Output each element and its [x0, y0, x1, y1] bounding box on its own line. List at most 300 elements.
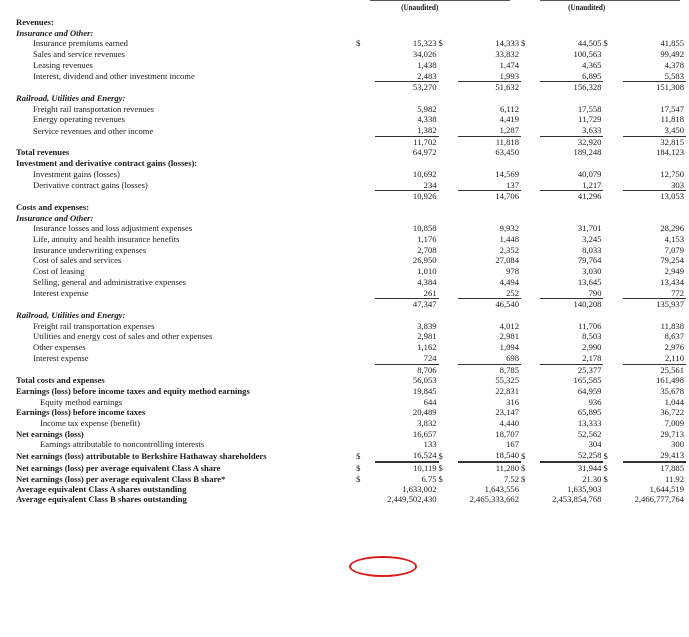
value-cell: 4,419: [499, 114, 520, 125]
currency-cell: [356, 364, 375, 375]
currency-cell: [356, 93, 375, 104]
value-cell: 31,701: [577, 223, 602, 234]
value-cell: 27,084: [495, 255, 520, 266]
currency-cell: [356, 321, 375, 332]
table-row: [16, 245, 686, 256]
currency-cell: [521, 17, 540, 28]
value-cell: 28,296: [660, 223, 684, 234]
table-row: [16, 288, 686, 299]
value-cell: 10,858: [412, 223, 437, 234]
value-cell: [375, 28, 438, 39]
value-cell: 99,492: [660, 49, 684, 60]
currency-cell: [356, 169, 375, 180]
row-label: Interest expense: [33, 353, 89, 364]
row-label: Insurance and Other:: [16, 212, 94, 223]
value-cell: 156,328: [540, 82, 603, 93]
value-cell: [623, 158, 686, 169]
value-cell: 16,657: [412, 428, 437, 439]
row-label: Leasing revenues: [33, 59, 93, 70]
value-cell: 79,254: [660, 255, 684, 266]
currency-cell: [439, 136, 458, 147]
value-cell: 26,950: [412, 255, 437, 266]
currency-cell: [439, 375, 458, 386]
value-cell: 3,839: [417, 320, 437, 331]
row-label: Railroad, Utilities and Energy:: [16, 309, 126, 320]
table-row: [16, 71, 686, 82]
value-cell: 20,489: [412, 407, 437, 418]
income-statement-table: [16, 17, 686, 504]
value-cell: 25,377: [540, 364, 603, 375]
value-cell: 22,831: [495, 385, 520, 396]
currency-cell: [521, 364, 540, 375]
value-cell: [623, 310, 686, 321]
currency-cell: $: [603, 473, 608, 484]
table-row: [16, 136, 686, 147]
currency-cell: [356, 28, 375, 39]
currency-cell: $: [438, 38, 443, 49]
currency-cell: [603, 17, 622, 28]
value-cell: 55,325: [495, 375, 520, 386]
currency-cell: [439, 407, 458, 418]
value-cell: 35,678: [660, 385, 684, 396]
value-cell: 161,498: [656, 375, 684, 386]
currency-cell: [356, 104, 375, 115]
table-row: [16, 202, 686, 213]
value-cell: 978: [506, 266, 520, 277]
value-cell: [458, 310, 521, 321]
value-cell: 25,561: [623, 364, 686, 375]
currency-cell: [603, 82, 622, 93]
table-row: [16, 28, 686, 39]
value-cell: 79,764: [577, 255, 602, 266]
currency-cell: [521, 386, 540, 397]
value-cell: 10,926: [375, 191, 438, 202]
table-row: [16, 125, 686, 136]
row-label: Investment gains (losses): [33, 168, 120, 179]
value-cell: 23,147: [495, 407, 520, 418]
value-cell: 29,713: [660, 428, 684, 439]
table-row: [16, 234, 686, 245]
value-cell: 13,434: [660, 276, 684, 287]
value-cell: 53,270: [375, 82, 438, 93]
currency-cell: [356, 407, 375, 418]
currency-cell: $: [521, 38, 526, 49]
row-label: Income tax expense (benefit): [40, 418, 140, 429]
value-cell: 31,944: [577, 462, 602, 473]
table-row: [16, 299, 686, 310]
value-cell: 8,033: [582, 244, 602, 255]
currency-cell: [521, 321, 540, 332]
table-row: [16, 38, 686, 49]
value-cell: 300: [671, 439, 684, 450]
row-label: Equity method earnings: [40, 396, 123, 407]
row-label: Net earnings (loss) per average equivalent Class A share: [16, 462, 221, 473]
currency-cell: [521, 342, 540, 353]
column-header-unaudited: (Unaudited): [401, 3, 439, 12]
currency-cell: [356, 495, 375, 505]
currency-cell: [603, 104, 622, 115]
currency-cell: [356, 114, 375, 125]
currency-cell: [521, 245, 540, 256]
value-cell: [458, 158, 521, 169]
currency-cell: [603, 245, 622, 256]
value-cell: 1,448: [499, 234, 520, 245]
currency-cell: [603, 484, 622, 495]
value-cell: 3,245: [582, 234, 602, 245]
currency-cell: [439, 223, 458, 234]
currency-cell: $: [356, 462, 361, 473]
currency-cell: [439, 439, 458, 450]
value-cell: 772: [671, 287, 684, 298]
table-row: [16, 495, 686, 505]
row-label: Interest, dividend and other investment income: [33, 71, 195, 82]
row-label: Earnings (loss) before income taxes: [16, 407, 146, 418]
value-cell: 41,855: [660, 38, 684, 49]
currency-cell: [439, 277, 458, 288]
value-cell: [540, 17, 603, 28]
value-cell: 9,932: [499, 223, 520, 234]
value-cell: 64,959: [577, 385, 602, 396]
value-cell: 5,583: [664, 70, 684, 81]
row-label: Total costs and expenses: [16, 375, 105, 386]
value-cell: 11,280: [495, 462, 520, 473]
value-cell: 47,347: [375, 299, 438, 310]
value-cell: 17,885: [660, 462, 684, 473]
currency-cell: [356, 49, 375, 60]
value-cell: 41,296: [540, 191, 603, 202]
currency-cell: [521, 71, 540, 82]
value-cell: 4,365: [582, 59, 602, 70]
value-cell: 29,413: [623, 450, 686, 462]
table-row: [16, 439, 686, 450]
currency-cell: [603, 331, 622, 342]
currency-cell: [521, 136, 540, 147]
currency-cell: [356, 439, 375, 450]
value-cell: 34,026: [412, 49, 437, 60]
currency-cell: [521, 484, 540, 495]
currency-cell: [439, 255, 458, 266]
row-label: Costs and expenses:: [16, 201, 90, 212]
value-cell: 40,079: [577, 168, 602, 179]
currency-cell: [603, 49, 622, 60]
row-label: Life, annuity and health insurance benefits: [33, 234, 180, 245]
value-cell: 21.30: [582, 473, 602, 484]
value-cell: 1,176: [417, 234, 437, 245]
value-cell: 261: [423, 287, 437, 298]
currency-cell: [356, 342, 375, 353]
value-cell: 18,540: [458, 450, 521, 462]
value-cell: 4,378: [664, 59, 684, 70]
currency-cell: [521, 234, 540, 245]
currency-cell: [439, 191, 458, 202]
row-label: Insurance underwriting expenses: [33, 244, 147, 255]
currency-cell: [439, 245, 458, 256]
value-cell: [623, 213, 686, 224]
value-cell: 11,729: [578, 114, 602, 125]
row-label: Net earnings (loss): [16, 428, 84, 439]
currency-cell: [521, 28, 540, 39]
value-cell: 2,449,502,430: [387, 493, 437, 504]
value-cell: 11,818: [458, 136, 521, 147]
value-cell: 12,750: [660, 168, 684, 179]
table-row: [16, 169, 686, 180]
currency-cell: [439, 180, 458, 191]
value-cell: 2,976: [664, 342, 684, 353]
value-cell: 1,643,556: [484, 484, 520, 495]
value-cell: 8,637: [664, 331, 684, 342]
currency-cell: [521, 299, 540, 310]
value-cell: 724: [423, 352, 437, 363]
value-cell: [375, 213, 438, 224]
currency-cell: [356, 353, 375, 364]
currency-cell: [603, 495, 622, 505]
currency-cell: [356, 191, 375, 202]
value-cell: 6.75: [421, 473, 437, 484]
row-label: Insurance premiums earned: [33, 38, 128, 49]
table-row: [16, 277, 686, 288]
value-cell: 33,832: [495, 49, 520, 60]
value-cell: 3,030: [582, 266, 602, 277]
table-row: [16, 191, 686, 202]
currency-cell: [356, 386, 375, 397]
row-label: Average equivalent Class B shares outstanding: [16, 493, 187, 504]
currency-cell: [521, 147, 540, 158]
row-label: [16, 364, 356, 375]
currency-cell: [439, 495, 458, 505]
currency-cell: [603, 321, 622, 332]
value-cell: 51,632: [458, 82, 521, 93]
table-row: [16, 474, 686, 485]
row-label: Sales and service revenues: [33, 49, 125, 60]
value-cell: 44,505: [577, 38, 602, 49]
value-cell: 65,895: [577, 407, 602, 418]
value-cell: 2,483: [417, 70, 437, 81]
currency-cell: $: [356, 473, 361, 484]
currency-cell: [356, 429, 375, 440]
currency-cell: [356, 213, 375, 224]
value-cell: 11,702: [375, 136, 438, 147]
currency-cell: [603, 71, 622, 82]
currency-cell: [356, 82, 375, 93]
currency-cell: [356, 234, 375, 245]
value-cell: 137: [506, 179, 520, 190]
row-label: Total revenues: [16, 147, 70, 158]
currency-cell: [356, 60, 375, 71]
value-cell: [375, 202, 438, 213]
currency-cell: [603, 125, 622, 136]
row-label: Net earnings (loss) attributable to Berkshire Hathaway shareholders: [16, 451, 267, 462]
value-cell: 2,990: [582, 342, 602, 353]
table-row: [16, 213, 686, 224]
currency-cell: $: [521, 451, 526, 462]
value-cell: 11,838: [660, 320, 684, 331]
value-cell: 2,110: [664, 352, 684, 363]
currency-cell: $: [603, 38, 608, 49]
row-label: Investment and derivative contract gains (losses):: [16, 158, 198, 169]
currency-cell: [603, 375, 622, 386]
currency-cell: [521, 114, 540, 125]
value-cell: 14,333: [495, 38, 520, 49]
currency-cell: [439, 60, 458, 71]
currency-cell: [521, 407, 540, 418]
row-label: [16, 299, 356, 310]
currency-cell: [603, 114, 622, 125]
value-cell: 7.52: [503, 473, 520, 484]
row-label: Selling, general and administrative expenses: [33, 276, 186, 287]
value-cell: 11.92: [664, 473, 684, 484]
value-cell: 4,440: [499, 418, 520, 429]
value-cell: [458, 17, 521, 28]
row-label: Freight rail transportation revenues: [33, 103, 154, 114]
currency-cell: [439, 49, 458, 60]
value-cell: 7,009: [664, 418, 684, 429]
value-cell: 936: [588, 396, 602, 407]
currency-cell: [439, 266, 458, 277]
currency-cell: [356, 202, 375, 213]
row-label: [16, 82, 356, 93]
currency-cell: [603, 439, 622, 450]
row-label: Average equivalent Class A shares outstanding: [16, 484, 187, 495]
currency-cell: $: [521, 473, 526, 484]
currency-cell: [603, 386, 622, 397]
currency-cell: [603, 169, 622, 180]
currency-cell: [439, 484, 458, 495]
table-row: [16, 353, 686, 364]
currency-cell: [603, 147, 622, 158]
currency-cell: [356, 277, 375, 288]
currency-cell: [356, 71, 375, 82]
currency-cell: [356, 331, 375, 342]
value-cell: 17,558: [577, 103, 602, 114]
value-cell: [540, 28, 603, 39]
currency-cell: [603, 223, 622, 234]
value-cell: 63,450: [495, 147, 520, 158]
value-cell: 2,981: [499, 331, 520, 342]
row-label: Cost of sales and services: [33, 255, 122, 266]
row-label: Freight rail transportation expenses: [33, 320, 155, 331]
table-row: [16, 180, 686, 191]
currency-cell: [356, 255, 375, 266]
value-cell: 1,162: [417, 342, 437, 353]
value-cell: [540, 93, 603, 104]
row-label: Insurance losses and loss adjustment expenses: [33, 223, 193, 234]
value-cell: 167: [506, 439, 520, 450]
value-cell: 32,920: [540, 136, 603, 147]
currency-cell: [439, 114, 458, 125]
currency-cell: [439, 234, 458, 245]
value-cell: 19,845: [412, 385, 437, 396]
currency-cell: [521, 60, 540, 71]
value-cell: 3,450: [664, 125, 684, 136]
currency-cell: [356, 125, 375, 136]
value-cell: 56,053: [412, 375, 437, 386]
value-cell: 1,044: [664, 396, 684, 407]
value-cell: 15,323: [412, 38, 437, 49]
value-cell: 1,993: [499, 70, 520, 81]
value-cell: 304: [588, 439, 602, 450]
table-row: [16, 397, 686, 408]
header-rule: [370, 0, 510, 1]
row-label: Earnings attributable to noncontrolling interests: [40, 439, 205, 450]
value-cell: [458, 28, 521, 39]
currency-cell: [439, 353, 458, 364]
currency-cell: [439, 364, 458, 375]
row-label: Energy operating revenues: [33, 114, 125, 125]
table-row: [16, 255, 686, 266]
currency-cell: [439, 104, 458, 115]
row-label: Railroad, Utilities and Energy:: [16, 92, 126, 103]
table-row: [16, 49, 686, 60]
value-cell: 234: [423, 179, 437, 190]
currency-cell: [356, 223, 375, 234]
currency-cell: [521, 191, 540, 202]
currency-cell: [603, 60, 622, 71]
currency-cell: $: [356, 451, 361, 462]
value-cell: [540, 158, 603, 169]
value-cell: 790: [588, 287, 602, 298]
row-label: Other expenses: [33, 342, 86, 353]
currency-cell: [521, 277, 540, 288]
value-cell: 7,079: [664, 244, 684, 255]
value-cell: 10,119: [413, 462, 437, 473]
currency-cell: [603, 353, 622, 364]
currency-cell: [521, 255, 540, 266]
row-label: [16, 191, 356, 202]
currency-cell: [356, 288, 375, 299]
currency-cell: [521, 429, 540, 440]
value-cell: [458, 213, 521, 224]
highlight-circle: [349, 556, 417, 577]
currency-cell: [439, 93, 458, 104]
value-cell: [623, 28, 686, 39]
currency-cell: [603, 191, 622, 202]
currency-cell: [521, 213, 540, 224]
currency-cell: $: [603, 462, 608, 473]
value-cell: 32,815: [623, 136, 686, 147]
value-cell: 1,438: [417, 59, 437, 70]
value-cell: 184,123: [656, 147, 684, 158]
currency-cell: [603, 255, 622, 266]
currency-cell: [521, 202, 540, 213]
value-cell: 2,708: [417, 244, 437, 255]
value-cell: 1,010: [417, 266, 437, 277]
value-cell: [375, 17, 438, 28]
currency-cell: [356, 266, 375, 277]
value-cell: 165,585: [573, 375, 602, 386]
value-cell: 6,895: [582, 70, 602, 81]
currency-cell: [439, 28, 458, 39]
currency-cell: [356, 375, 375, 386]
value-cell: 644: [423, 396, 437, 407]
table-row: [16, 147, 686, 158]
value-cell: [540, 310, 603, 321]
value-cell: 1,094: [499, 342, 520, 353]
value-cell: 2,465,333,662: [469, 493, 520, 504]
currency-cell: [521, 397, 540, 408]
value-cell: [540, 213, 603, 224]
value-cell: 316: [506, 396, 520, 407]
row-label: Cost of leasing: [33, 266, 85, 277]
currency-cell: [356, 245, 375, 256]
row-label: Utilities and energy cost of sales and other expenses: [33, 331, 213, 342]
currency-cell: [356, 158, 375, 169]
value-cell: 2,981: [417, 331, 437, 342]
currency-cell: [439, 288, 458, 299]
row-label: [16, 136, 356, 147]
currency-cell: [521, 49, 540, 60]
currency-cell: $: [438, 473, 443, 484]
currency-cell: [439, 397, 458, 408]
